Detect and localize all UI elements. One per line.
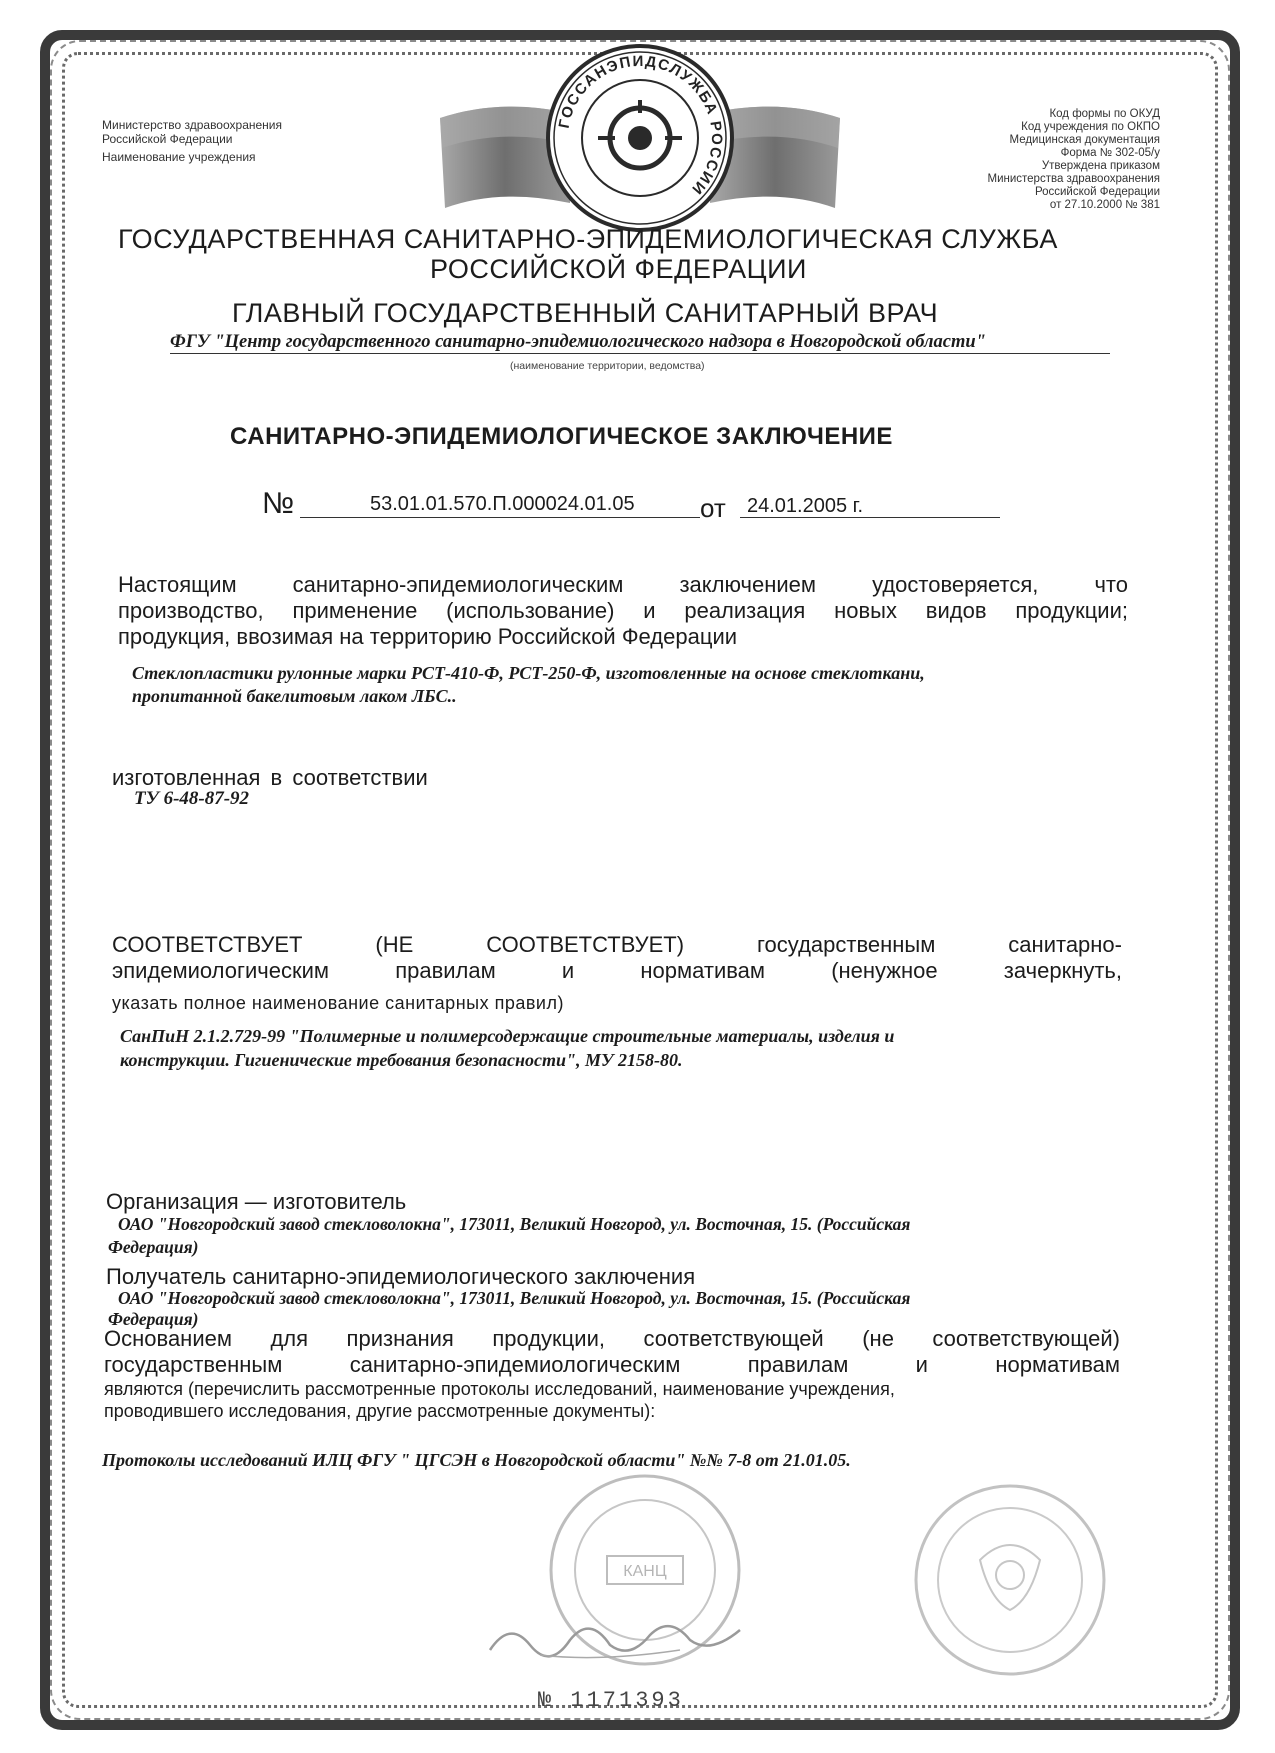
compliance-line-1: СООТВЕТСТВУЕТ (НЕ СООТВЕТСТВУЕТ) государственным санитарно- (112, 932, 1122, 957)
round-seal-right (910, 1480, 1110, 1680)
form-info-line-3: Медицинская документация (1009, 134, 1160, 146)
intro-paragraph (118, 572, 1128, 650)
compliance-line-3: указать полное наименование санитарных правил) (112, 993, 564, 1013)
ministry-line-1: Министерство здравоохранения (102, 118, 282, 132)
emblem (420, 38, 860, 238)
emblem-graphic (420, 38, 860, 238)
organization-label: Организация — изготовитель (106, 1189, 407, 1214)
manufactured-spec: ТУ 6-48-87-92 (134, 788, 250, 809)
seal-text: КАНЦ (623, 1563, 667, 1580)
product-line-1: Стеклопластики рулонные марки РСТ-410-Ф, РСТ-250-Ф, изготовленные на основе стеклоткани, (132, 663, 925, 683)
intro-line-2: производство, применение (использование) и реализация новых видов продукции; (118, 598, 1128, 623)
number-sign: № (262, 487, 295, 520)
form-info-line-6: Министерства здравоохранения (987, 173, 1160, 185)
form-info-line-4: Форма № 302-05/у (1060, 147, 1160, 159)
compliance-paragraph (112, 932, 1122, 984)
form-info-line-1: Код формы по ОКУД (1049, 108, 1160, 120)
basis-line-1: Основанием для признания продукции, соответствующей (не соответствующей) (104, 1326, 1120, 1351)
ministry-line-2: Российской Федерации (102, 132, 233, 146)
emblem-ring-text: ГОССАНЭПИДСЛУЖБА РОССИИ (555, 52, 726, 199)
header-line-3: ГЛАВНЫЙ ГОСУДАРСТВЕННЫЙ САНИТАРНЫЙ ВРАЧ (232, 298, 939, 328)
recipient-value-2: Федерация) (108, 1309, 199, 1329)
intro-line-3: продукция, ввозимая на территорию Российской Федерации (118, 624, 738, 649)
conclusion-number: 53.01.01.570.П.000024.01.05 (370, 493, 635, 515)
intro-line-1: Настоящим санитарно-эпидемиологическим заключением удостоверяется, что (118, 572, 1128, 597)
institution-label: Наименование учреждения (102, 150, 256, 164)
signature-graphic (480, 1600, 780, 1670)
org-name: ФГУ "Центр государственного санитарно-эпидемиологического надзора в Новгородской области" (170, 332, 1110, 354)
ministry-block (102, 118, 282, 164)
basis-details (104, 1378, 1120, 1422)
basis-paragraph (104, 1326, 1120, 1378)
organization-value-2: Федерация) (108, 1237, 199, 1257)
form-info-line-7: Российской Федерации (1034, 186, 1160, 198)
manufactured-label: изготовленная в соответствии (112, 765, 428, 790)
recipient-label: Получатель санитарно-эпидемиологического заключения (106, 1264, 696, 1289)
form-info-block (940, 108, 1160, 212)
header-line-1: ГОСУДАРСТВЕННАЯ САНИТАРНО-ЭПИДЕМИОЛОГИЧЕСКАЯ СЛУЖБА (118, 224, 1058, 254)
header-line-2: РОССИЙСКОЙ ФЕДЕРАЦИИ (430, 254, 807, 284)
form-info-line-8: от 27.10.2000 № 381 (1049, 199, 1160, 211)
number-line (262, 485, 1000, 525)
signature (480, 1600, 780, 1670)
basis-line-4: проводившего исследования, другие рассмотренные документы): (104, 1401, 656, 1421)
conclusion-date: 24.01.2005 г. (747, 495, 864, 517)
rules-line-1: СанПиН 2.1.2.729-99 "Полимерные и полимерсодержащие строительные материалы, изделия и (120, 1026, 895, 1046)
serial-number: № 1171393 (538, 1688, 684, 1713)
form-info-line-5: Утверждена приказом (1041, 160, 1160, 172)
basis-value: Протоколы исследований ИЛЦ ФГУ " ЦГСЭН в Новгородской области" №№ 7-8 от 21.01.05. (102, 1450, 851, 1470)
recipient-value-1: ОАО "Новгородский завод стекловолокна", 173011, Великий Новгород, ул. Восточная, 15. (Российская (118, 1288, 911, 1308)
org-caption: (наименование территории, ведомства) (510, 360, 705, 372)
from-label: от (700, 493, 726, 523)
document-title: САНИТАРНО-ЭПИДЕМИОЛОГИЧЕСКОЕ ЗАКЛЮЧЕНИЕ (230, 423, 893, 450)
form-info-line-2: Код учреждения по ОКПО (1021, 121, 1160, 133)
basis-line-2: государственным санитарно-эпидемиологическим правилам и нормативам (104, 1352, 1120, 1377)
organization-value-1: ОАО "Новгородский завод стекловолокна", 173011, Великий Новгород, ул. Восточная, 15. (Российская (118, 1214, 911, 1234)
basis-line-3: являются (перечислить рассмотренные протоколы исследований, наименование учреждения, (104, 1379, 895, 1399)
rules-line-2: конструкции. Гигиенические требования безопасности", МУ 2158-80. (120, 1050, 683, 1070)
product-line-2: пропитанной бакелитовым лаком ЛБС.. (132, 686, 457, 706)
compliance-line-2: эпидемиологическим правилам и нормативам (ненужное зачеркнуть, (112, 958, 1122, 983)
